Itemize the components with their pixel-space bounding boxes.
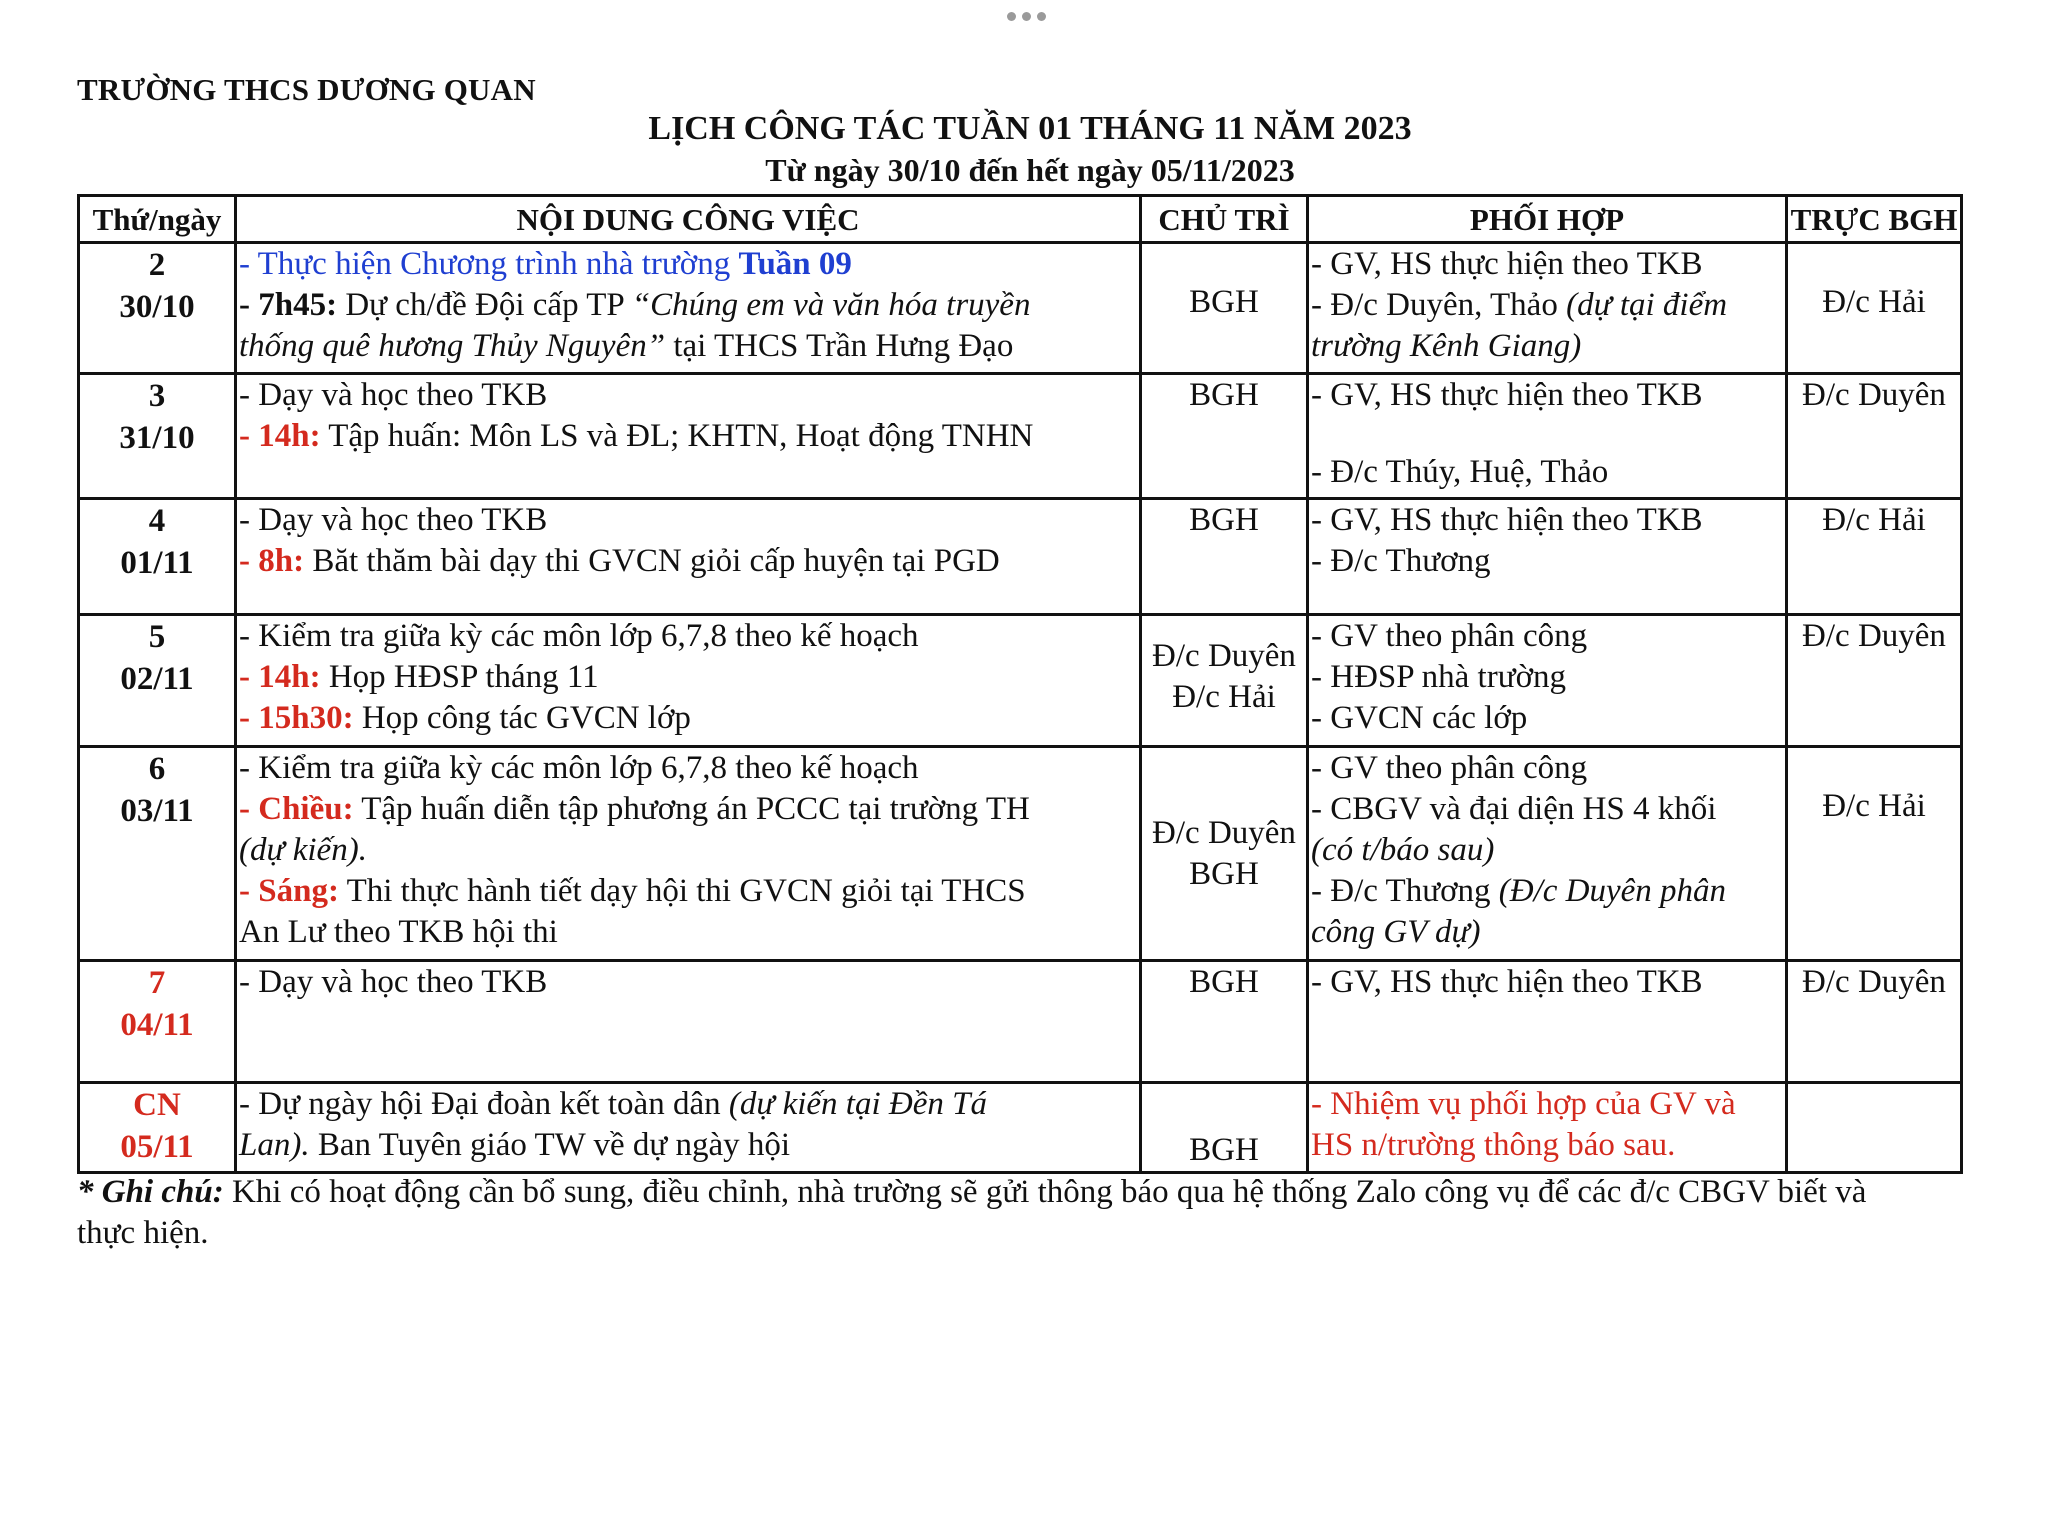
coordinate-cell: - Nhiệm vụ phối hợp của GV và HS n/trường thông báo sau. [1308,1083,1787,1173]
chair-cell: BGH [1141,374,1308,499]
col-header-content: NỘI DUNG CÔNG VIỆC [236,196,1141,243]
col-header-chair: CHỦ TRÌ [1141,196,1308,243]
col-header-day: Thứ/ngày [79,196,236,243]
content-cell: - Kiểm tra giữa kỳ các môn lớp 6,7,8 theo kế hoạch - Chiều: Tập huấn diễn tập phương án PCCC tại trường TH (dự kiến). - Sáng: Thi thực hành tiết dạy hội thi GVCN giỏi tại THCS An Lư theo TKB hội thi [236,747,1141,961]
content-cell: - Kiểm tra giữa kỳ các môn lớp 6,7,8 theo kế hoạch - 14h: Họp HĐSP tháng 11 - 15h30: Họp công tác GVCN lớp [236,615,1141,747]
day-cell: 7 04/11 [79,961,236,1083]
table-row [79,615,1962,747]
weekday: 2 [148,247,166,283]
col-header-duty: TRỰC BGH [1787,196,1962,243]
document-subtitle: Từ ngày 30/10 đến hết ngày 05/11/2023 [765,152,1295,188]
coordinate-cell: - GV, HS thực hiện theo TKB - Đ/c Thúy, Huệ, Thảo [1308,374,1787,499]
duty-cell: Đ/c Duyên [1787,961,1962,1083]
footnote-label: * Ghi chú: [77,1174,224,1210]
table-row [79,499,1962,615]
chair-cell: BGH [1141,1083,1308,1173]
duty-cell: Đ/c Hải [1787,499,1962,615]
date: 30/10 [119,289,195,325]
day-cell [79,243,236,374]
chair-cell: Đ/c Duyên BGH [1141,747,1308,961]
chair-cell: Đ/c Duyên Đ/c Hải [1141,615,1308,747]
footnote-text: Khi có hoạt động cần bổ sung, điều chỉnh, nhà trường sẽ gửi thông báo qua hệ thống Zalo công vụ để các đ/c CBGV biết và [223,1174,1867,1210]
duty-cell: Đ/c Duyên [1787,615,1962,747]
table-row [79,243,1962,374]
content-cell: - Dạy và học theo TKB [236,961,1141,1083]
schedule-table [77,194,1963,1174]
content-cell: - Thực hiện Chương trình nhà trường Tuần 09 - 7h45: Dự ch/đề Đội cấp TP “Chúng em và văn hóa truyền thống quê hương Thủy Nguyên” tại THCS Trần Hưng Đạo [236,243,1141,374]
content-cell: - Dạy và học theo TKB - 8h: Băt thăm bài dạy thi GVCN giỏi cấp huyện tại PGD [236,499,1141,615]
duty-cell [1787,1083,1962,1173]
document-title: LỊCH CÔNG TÁC TUẦN 01 THÁNG 11 NĂM 2023 [648,110,1412,147]
day-cell: 4 01/11 [79,499,236,615]
coordinate-cell: - GV, HS thực hiện theo TKB [1308,961,1787,1083]
coordinate-cell: - GV, HS thực hiện theo TKB - Đ/c Duyên, Thảo (dự tại điểm trường Kênh Giang) [1308,243,1787,374]
duty-cell: Đ/c Hải [1787,243,1962,374]
footnote-text-2: thực hiện. [77,1215,209,1251]
table-row [79,747,1962,961]
day-cell: 6 03/11 [79,747,236,961]
table-row [79,1083,1962,1173]
table-row [79,961,1962,1083]
duty-cell: Đ/c Hải [1787,747,1962,961]
more-dots-icon[interactable] [1007,12,1046,21]
chair-cell: BGH [1141,243,1308,374]
day-cell: CN 05/11 [79,1083,236,1173]
coordinate-cell: - GV, HS thực hiện theo TKB - Đ/c Thương [1308,499,1787,615]
content-cell: - Dự ngày hội Đại đoàn kết toàn dân (dự kiến tại Đền Tá Lan). Ban Tuyên giáo TW về dự ngày hội [236,1083,1141,1173]
school-name: TRƯỜNG THCS DƯƠNG QUAN [77,72,536,107]
duty-cell: Đ/c Duyên [1787,374,1962,499]
table-header-row [79,196,1962,243]
chair-cell: BGH [1141,499,1308,615]
chair-cell: BGH [1141,961,1308,1083]
table-row [79,374,1962,499]
coordinate-cell: - GV theo phân công - CBGV và đại diện HS 4 khối (có t/báo sau) - Đ/c Thương (Đ/c Duyên phân công GV dự) [1308,747,1787,961]
day-cell: 5 02/11 [79,615,236,747]
coordinate-cell: - GV theo phân công - HĐSP nhà trường - GVCN các lớp [1308,615,1787,747]
col-header-coordinate: PHỐI HỢP [1308,196,1787,243]
footnote [77,1172,2047,1254]
content-cell: - Dạy và học theo TKB - 14h: Tập huấn: Môn LS và ĐL; KHTN, Hoạt động TNHN [236,374,1141,499]
day-cell: 3 31/10 [79,374,236,499]
